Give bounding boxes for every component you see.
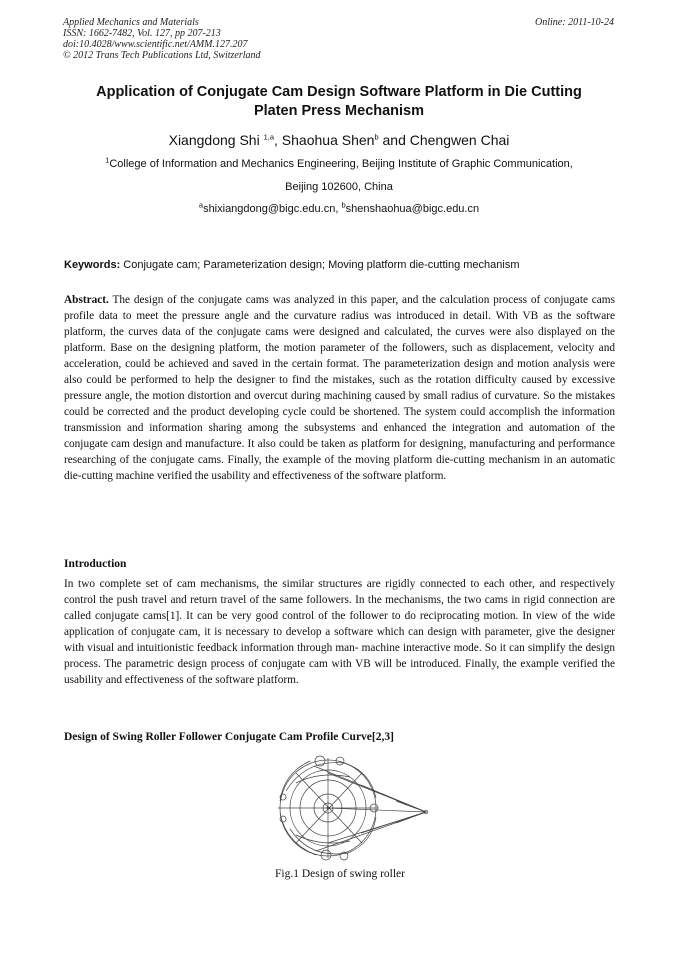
author-2-sup: b (374, 132, 379, 142)
introduction-paragraph: In two complete set of cam mechanisms, the similar structures are rigidly connected to each other, and respectively control the push travel and return travel of the same followers. In the mechanisms, the two cams in rigid connection are called conjugate cams[1]. It can be very good control of the follower to do reciprocating motion. In view of the wide application of conjugate cam, it is necessary to develop a software which can design with parameter, give the designer with visual and intuitionistic feedback information through man- machine interactive mode. So it can simplify the design process. The parametric design process of conjugate cam with VB will be introduced. Finally, the example verified the usability and effectiveness of the software platform. (64, 578, 615, 686)
affiliation-line-2: Beijing 102600, China (285, 181, 393, 193)
abstract-paragraph (64, 292, 615, 484)
author-3-name: Chengwen Chai (409, 132, 510, 148)
keywords-text: Conjugate cam; Parameterization design; Moving platform die-cutting mechanism (120, 259, 520, 271)
journal-header (63, 17, 261, 61)
affiliation-sup: 1 (105, 155, 110, 165)
title-line-1: Application of Conjugate Cam Design Software Platform in Die Cutting (96, 84, 582, 100)
affiliation-line-1 (60, 157, 618, 171)
paper-title (60, 83, 618, 121)
email-line (60, 202, 618, 216)
introduction-heading: Introduction (64, 558, 127, 570)
abstract-label: Abstract. (64, 294, 109, 306)
title-line-2: Platen Press Mechanism (253, 103, 425, 119)
author-2-name: Shaohua Shen (281, 132, 375, 148)
journal-name: Applied Mechanics and Materials (63, 17, 199, 28)
author-list (60, 131, 618, 149)
author-1-sup: 1,a (263, 132, 275, 142)
email-a: shixiangdong@bigc.edu.cn, (203, 203, 342, 215)
copyright-line: © 2012 Trans Tech Publications Ltd, Switzerland (63, 50, 261, 61)
issn-line: ISSN: 1662-7482, Vol. 127, pp 207-213 (63, 28, 221, 39)
doi-line: doi:10.4028/www.scientific.net/AMM.127.207 (63, 39, 248, 50)
email-b: shenshaohua@bigc.edu.cn (345, 203, 480, 215)
author-separator-2: and (378, 132, 410, 148)
author-separator-1: , (274, 132, 282, 148)
online-date: Online: 2011-10-24 (535, 17, 614, 28)
email-sup-b: b (341, 200, 346, 210)
figure-caption: Fig.1 Design of swing roller (274, 868, 405, 880)
affiliation-text-1: College of Information and Mechanics Engineering, Beijing Institute of Graphic Communication, (109, 158, 573, 170)
email-sup-a: a (198, 200, 204, 210)
swing-roller-cam-figure (266, 753, 433, 863)
author-1-name: Xiangdong Shi (168, 132, 260, 148)
keywords (64, 258, 624, 272)
abstract-text: The design of the conjugate cams was analyzed in this paper, and the calculation process of conjugate cams profile data to meet the pressure angle and the curvature radius was introduced in detail. With VB as the software platform, the curves data of the conjugate cams were designed and calculated, the curves were also displayed on the platform. Base on the designing platform, the motion parameter of the followers, such as displacement, velocity and acceleration, could be achieved and saved in the certain format. The parameterization design and motion analysis were also could be performed to help the designer to find the mistakes, such as the rotation difficulty caused by excessive pressure angle, the motion distortion and overcut during machining caused by small radius of curvature. So the mistakes could be corrected and the product developing cycle could be shortened. The system could accomplish the information transmission and information sharing among the subsystems and enhanced the integration and automation of the conjugate cam design and manufacture. It also could be taken as platform for designing, manufacturing and performance researching of the conjugate cams. Finally, the example of the moving platform die-cutting mechanism in an automatic die-cutting machine verified the usability and effectiveness of the software platform. (64, 294, 615, 482)
keywords-label: Keywords: (64, 259, 121, 271)
design-section-heading: Design of Swing Roller Follower Conjugate Cam Profile Curve[2,3] (64, 731, 394, 743)
